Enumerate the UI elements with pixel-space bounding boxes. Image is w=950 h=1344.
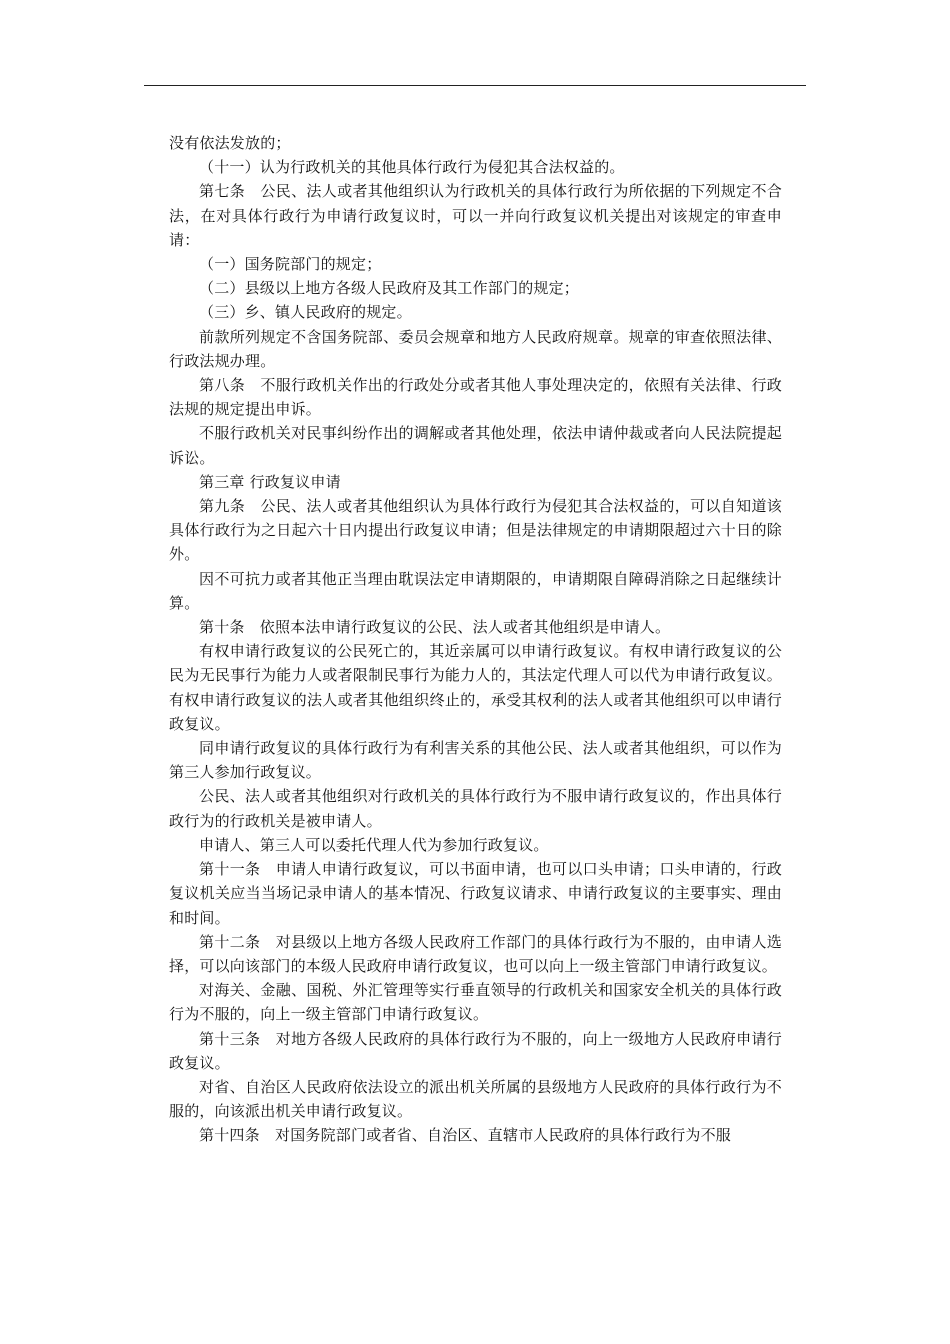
article-paragraph: 第七条 公民、法人或者其他组织认为行政机关的具体行政行为所依据的下列规定不合法，在对具体行政行为申请行政复议时，可以一并向行政复议机关提出对该规定的审查申请： xyxy=(169,182,782,249)
paragraph: 前款所列规定不含国务院部、委员会规章和地方人民政府规章。规章的审查依照法律、行政法规办理。 xyxy=(169,327,782,370)
article-paragraph: 第八条 不服行政机关作出的行政处分或者其他人事处理决定的，依照有关法律、行政法规的规定提出申诉。 xyxy=(169,376,782,419)
list-item: （二）县级以上地方各级人民政府及其工作部门的规定； xyxy=(199,279,580,298)
header-rule xyxy=(144,85,806,86)
paragraph: 没有依法发放的； xyxy=(169,134,291,152)
article-paragraph: 第十三条 对地方各级人民政府的具体行政行为不服的，向上一级地方人民政府申请行政复议。 xyxy=(169,1029,782,1072)
paragraph: （十一）认为行政机关的其他具体行政行为侵犯其合法权益的。 xyxy=(199,158,625,177)
article-paragraph: 第十二条 对县级以上地方各级人民政府工作部门的具体行政行为不服的，由申请人选择，可以向该部门的本级人民政府申请行政复议，也可以向上一级主管部门申请行政复议。 xyxy=(169,932,782,975)
paragraph: 申请人、第三人可以委托代理人代为参加行政复议。 xyxy=(199,835,549,854)
paragraph: 不服行政机关对民事纠纷作出的调解或者其他处理，依法申请仲裁或者向人民法院提起诉讼。 xyxy=(169,424,782,467)
document-body xyxy=(169,131,782,1148)
article-paragraph: 第九条 公民、法人或者其他组织认为具体行政行为侵犯其合法权益的，可以自知道该具体行政行为之日起六十日内提出行政复议申请；但是法律规定的申请期限超过六十日的除外。 xyxy=(169,497,782,564)
chapter-heading: 第三章 行政复议申请 xyxy=(199,472,341,491)
article-paragraph: 第十条 依照本法申请行政复议的公民、法人或者其他组织是申请人。 xyxy=(199,618,671,637)
list-item: （三）乡、镇人民政府的规定。 xyxy=(199,303,412,322)
list-item: （一）国务院部门的规定； xyxy=(199,255,382,274)
paragraph: 公民、法人或者其他组织对行政机关的具体行政行为不服申请行政复议的，作出具体行政行为的行政机关是被申请人。 xyxy=(169,787,782,830)
paragraph: 有权申请行政复议的公民死亡的，其近亲属可以申请行政复议。有权申请行政复议的公民为无民事行为能力人或者限制民事行为能力人的，其法定代理人可以代为申请行政复议。有权申请行政复议的法人或者其他组织终止的，承受其权利的法人或者其他组织可以申请行政复议。 xyxy=(169,642,782,733)
paragraph: 同申请行政复议的具体行政行为有利害关系的其他公民、法人或者其他组织，可以作为第三人参加行政复议。 xyxy=(169,739,782,782)
paragraph: 对省、自治区人民政府依法设立的派出机关所属的县级地方人民政府的具体行政行为不服的，向该派出机关申请行政复议。 xyxy=(169,1077,782,1121)
article-paragraph: 第十一条 申请人申请行政复议，可以书面申请，也可以口头申请；口头申请的，行政复议机关应当当场记录申请人的基本情况、行政复议请求、申请行政复议的主要事实、理由和时间。 xyxy=(169,860,782,927)
article-paragraph: 第十四条 对国务院部门或者省、自治区、直辖市人民政府的具体行政行为不服 xyxy=(199,1126,732,1145)
paragraph: 因不可抗力或者其他正当理由耽误法定申请期限的，申请期限自障碍消除之日起继续计算。 xyxy=(169,569,782,612)
paragraph: 对海关、金融、国税、外汇管理等实行垂直领导的行政机关和国家安全机关的具体行政行为不服的，向上一级主管部门申请行政复议。 xyxy=(169,981,782,1024)
